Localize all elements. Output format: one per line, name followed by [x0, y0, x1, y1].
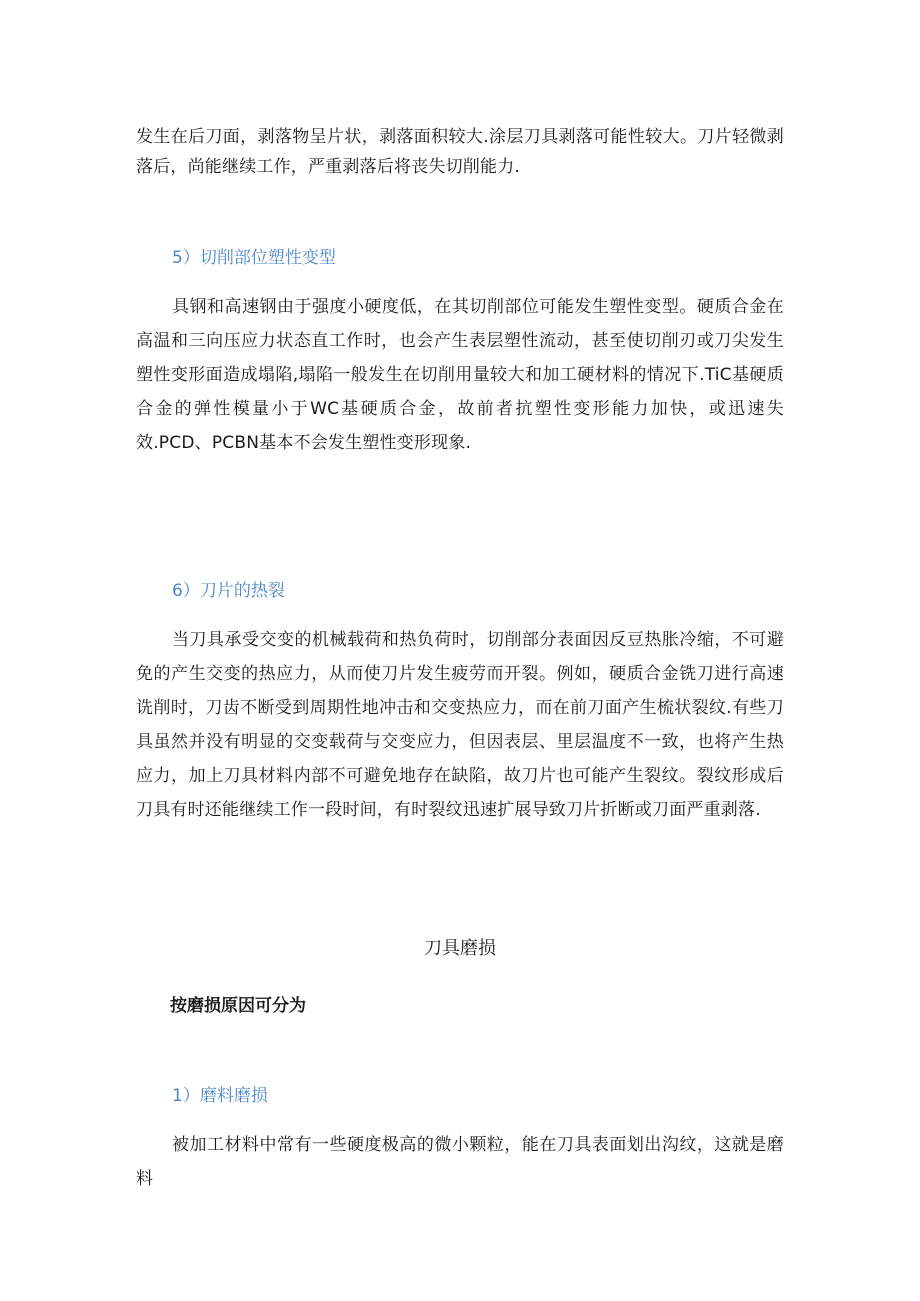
- heading-thermal-cracking: 6）刀片的热裂: [172, 581, 285, 601]
- heading-abrasive-wear: 1）磨料磨损: [172, 1086, 268, 1106]
- section-title-tool-wear: 刀具磨损: [424, 938, 496, 959]
- paragraph-thermal-cracking: 当刀具承受交变的机械载荷和热负荷时，切削部分表面因反豆热胀冷缩，不可避免的产生交变的热应力，从而使刀片发生疲劳而开裂。例如，硬质合金铣刀进行高速诜削时，刀齿不断受到周期性地冲击和交变热应力，而在前刀面产生梳状裂纹.有些刀具虽然并没有明显的交变载荷与交变应力，但因表层、里层温度不一致，也将产生热应力，加上刀具材料内部不可避免地存在缺陷，故刀片也可能产生裂纹。裂纹形成后刀具有时还能继续工作一段时间，有时裂纹迅速扩展导致刀片折断或刀面严重剥落.: [136, 630, 784, 820]
- paragraph-abrasive-wear: 被加工材料中常有一些硬度极高的微小颗粒，能在刀具表面划出沟纹，这就是磨料: [136, 1135, 784, 1189]
- paragraph-spalling-end: 发生在后刀面，剥落物呈片状，剥落面积较大.涂层刀具剥落可能性较大。刀片轻微剥落后，尚能继续工作，严重剥落后将丧失切削能力.: [136, 127, 784, 177]
- heading-plastic-deformation: 5）切削部位塑性变型: [172, 248, 336, 268]
- paragraph-plastic-deformation: 具钢和高速钢由于强度小硬度低，在其切削部位可能发生塑性变型。硬质合金在高温和三向压应力状态直工作时，也会产生表层塑性流动，甚至使切削刃或刀尖发生塑性变形面造成塌陷,塌陷一般发生在切削用量较大和加工硬材料的情况下.TiC基硬质合金的弹性模量小于WC基硬质合金，故前者抗塑性变形能力加快，或迅速失效.PCD、PCBN基本不会发生塑性变形现象.: [136, 297, 784, 453]
- wear-classification-intro: 按磨损原因可分为: [170, 996, 306, 1016]
